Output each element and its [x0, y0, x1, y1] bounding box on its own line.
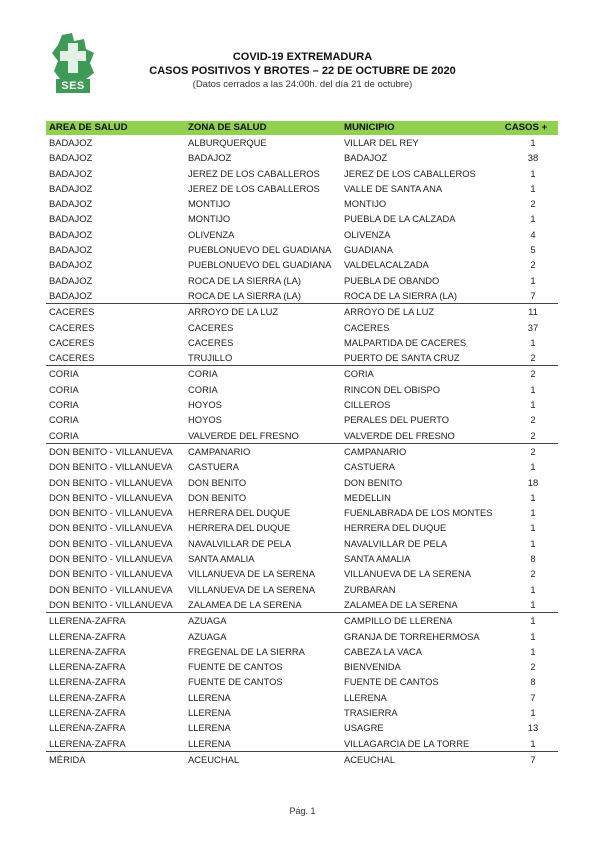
cell-zona-de-salud: ALBURQUERQUE — [188, 137, 267, 148]
cell-area-de-salud: CORIA — [46, 366, 185, 382]
cell-municipio: ZALAMEA DE LA SERENA — [344, 598, 458, 610]
cell-zona-de-salud: CACERES — [188, 321, 234, 333]
cell-area-de-salud: DON BENITO - VILLANUEVA — [49, 476, 173, 488]
cell-municipio: VALVERDE DEL FRESNO — [344, 429, 455, 441]
table-row — [46, 520, 558, 535]
cell-casos: 1 — [530, 336, 536, 348]
cell-area-de-salud: CACERES — [49, 336, 95, 348]
cell-casos: 2 — [494, 443, 558, 459]
cell-municipio: SANTA AMALIA — [344, 553, 411, 565]
cell-area-de-salud: LLERENA-ZAFRA — [49, 645, 126, 657]
cell-casos: 1 — [494, 613, 558, 629]
cell-area-de-salud: DON BENITO - VILLANUEVA — [49, 583, 173, 595]
cell-casos: 2 — [530, 429, 536, 441]
cell-area-de-salud: CORIA — [49, 399, 79, 411]
cell-casos: 5 — [530, 244, 536, 256]
document-title: COVID-19 EXTREMADURA — [232, 51, 373, 63]
table-row — [46, 412, 558, 427]
cell-casos: 1 — [530, 507, 536, 519]
cell-casos: 11 — [494, 304, 558, 320]
cell-municipio: CABEZA LA VACA — [344, 645, 422, 657]
cell-municipio: FUENTE DE CANTOS — [344, 676, 439, 688]
cell-casos: 1 — [530, 630, 536, 642]
table-row — [46, 613, 558, 629]
cell-municipio: CORIA — [341, 366, 494, 382]
cell-area-de-salud: MÉRIDA — [46, 751, 185, 767]
cell-casos: 2 — [530, 661, 536, 673]
table-row — [46, 490, 558, 505]
table-row — [46, 335, 558, 350]
cell-zona-de-salud: ROCA DE LA SIERRA (LA) — [188, 289, 302, 301]
cell-zona-de-salud: TRUJILLO — [188, 352, 233, 364]
cell-casos: 13 — [527, 722, 539, 734]
cell-municipio: PUERTO DE SANTA CRUZ — [344, 352, 460, 364]
cell-casos: 2 — [530, 259, 536, 271]
cell-municipio: PUEBLA DE OBANDO — [344, 274, 440, 286]
table-row — [46, 582, 558, 597]
cell-casos: 1 — [530, 645, 536, 657]
cell-municipio: VALDELACALZADA — [344, 259, 429, 271]
cell-area-de-salud: BADAJOZ — [49, 259, 93, 271]
cell-municipio: PUEBLA DE LA CALZADA — [344, 213, 456, 225]
cell-area-de-salud: LLERENA-ZAFRA — [49, 691, 126, 703]
cell-area-de-salud: BADAJOZ — [49, 274, 93, 286]
cell-zona-de-salud: LLERENA — [188, 722, 231, 734]
cell-area-de-salud: DON BENITO - VILLANUEVA — [49, 522, 173, 534]
table-row — [46, 659, 558, 674]
table-row — [46, 350, 558, 366]
cell-zona-de-salud: SANTA AMALIA — [188, 553, 255, 565]
table-row — [46, 443, 558, 459]
cell-area-de-salud: BADAJOZ — [49, 213, 93, 225]
table-row — [46, 705, 558, 720]
cell-casos: 18 — [527, 476, 539, 488]
cell-municipio: CAMPANARIO — [341, 443, 494, 459]
document-header — [0, 50, 605, 91]
cell-municipio: CACERES — [344, 321, 390, 333]
cell-zona-de-salud: CORIA — [188, 383, 218, 395]
cell-municipio: MALPARTIDA DE CACERES — [344, 336, 467, 348]
cell-zona-de-salud: ACEUCHAL — [185, 751, 341, 767]
table-row — [46, 166, 558, 181]
table-row — [46, 273, 558, 288]
cell-zona-de-salud: FUENTE DE CANTOS — [188, 676, 283, 688]
cell-area-de-salud: CACERES — [49, 352, 95, 364]
cell-zona-de-salud: ROCA DE LA SIERRA (LA) — [188, 274, 302, 286]
cell-area-de-salud: LLERENA-ZAFRA — [46, 613, 185, 629]
table-row — [46, 227, 558, 242]
cell-zona-de-salud: DON BENITO — [188, 476, 247, 488]
cell-area-de-salud: CORIA — [49, 414, 79, 426]
cell-area-de-salud: BADAJOZ — [49, 198, 93, 210]
cell-municipio: VILLAGARCIA DE LA TORRE — [344, 737, 470, 749]
cell-municipio: NAVALVILLAR DE PELA — [344, 537, 448, 549]
table-row — [46, 428, 558, 444]
cell-area-de-salud: DON BENITO - VILLANUEVA — [49, 461, 173, 473]
cell-area-de-salud: LLERENA-ZAFRA — [49, 661, 126, 673]
cell-area-de-salud: CORIA — [49, 383, 79, 395]
cell-area-de-salud: CACERES — [46, 304, 185, 320]
table-row — [46, 288, 558, 304]
cell-municipio: OLIVENZA — [344, 228, 391, 240]
table-row — [46, 366, 558, 382]
table-row — [46, 751, 558, 767]
cell-casos: 1 — [530, 274, 536, 286]
cell-zona-de-salud: JEREZ DE LOS CABALLEROS — [188, 182, 320, 194]
cell-municipio: VILLAR DEL REY — [344, 137, 419, 148]
cell-municipio: PERALES DEL PUERTO — [344, 414, 450, 426]
cell-casos: 1 — [530, 522, 536, 534]
cell-municipio: ARROYO DE LA LUZ — [341, 304, 494, 320]
cell-area-de-salud: BADAJOZ — [49, 182, 93, 194]
cell-casos: 7 — [494, 751, 558, 767]
column-header-casos: CASOS + — [494, 121, 558, 135]
cell-area-de-salud: CORIA — [49, 429, 79, 441]
cell-casos: 1 — [530, 137, 536, 148]
cell-zona-de-salud: HERRERA DEL DUQUE — [188, 507, 291, 519]
table-row — [46, 644, 558, 659]
cell-zona-de-salud: CAMPANARIO — [185, 443, 341, 459]
cell-casos: 1 — [530, 491, 536, 503]
column-header-municipio: MUNICIPIO — [341, 121, 494, 135]
cell-casos: 4 — [530, 228, 536, 240]
cell-casos: 2 — [530, 198, 536, 210]
cell-zona-de-salud: PUEBLONUEVO DEL GUADIANA — [188, 259, 332, 271]
cell-zona-de-salud: VILLANUEVA DE LA SERENA — [188, 568, 315, 580]
cell-zona-de-salud: HERRERA DEL DUQUE — [188, 522, 291, 534]
table-row — [46, 304, 558, 320]
cell-zona-de-salud: CORIA — [185, 366, 341, 382]
cases-table — [46, 121, 558, 767]
cell-area-de-salud: DON BENITO - VILLANUEVA — [49, 553, 173, 565]
table-row — [46, 736, 558, 752]
column-header-area: AREA DE SALUD — [46, 121, 185, 135]
table-header-row — [46, 121, 558, 135]
cell-casos: 1 — [530, 383, 536, 395]
cell-area-de-salud: BADAJOZ — [49, 244, 93, 256]
cell-municipio: ACEUCHAL — [341, 751, 494, 767]
cell-zona-de-salud: PUEBLONUEVO DEL GUADIANA — [188, 244, 332, 256]
cell-zona-de-salud: FREGENAL DE LA SIERRA — [188, 645, 305, 657]
cell-zona-de-salud: NAVALVILLAR DE PELA — [188, 537, 292, 549]
cell-casos: 1 — [530, 537, 536, 549]
cell-area-de-salud: LLERENA-ZAFRA — [49, 706, 126, 718]
cell-municipio: RINCON DEL OBISPO — [344, 383, 441, 395]
cell-zona-de-salud: OLIVENZA — [188, 228, 235, 240]
document-note: (Datos cerrados a las 24:00h. del día 21 de octubre) — [192, 79, 413, 90]
table-row — [46, 150, 558, 165]
cell-municipio: ROCA DE LA SIERRA (LA) — [344, 289, 458, 301]
cell-zona-de-salud: DON BENITO — [188, 491, 247, 503]
table-row — [46, 382, 558, 397]
cell-zona-de-salud: MONTIJO — [188, 198, 231, 210]
cell-area-de-salud: BADAJOZ — [49, 137, 93, 148]
cell-area-de-salud: BADAJOZ — [49, 228, 93, 240]
cell-area-de-salud: DON BENITO - VILLANUEVA — [49, 568, 173, 580]
cell-casos: 7 — [530, 691, 536, 703]
table-row — [46, 597, 558, 613]
cell-casos: 1 — [530, 598, 536, 610]
cell-municipio: JEREZ DE LOS CABALLEROS — [344, 167, 476, 179]
cell-municipio: VILLANUEVA DE LA SERENA — [344, 568, 471, 580]
cell-casos: 1 — [530, 182, 536, 194]
cell-zona-de-salud: CACERES — [188, 336, 234, 348]
cell-zona-de-salud: JEREZ DE LOS CABALLEROS — [188, 167, 320, 179]
table-row — [46, 181, 558, 196]
cell-area-de-salud: DON BENITO - VILLANUEVA — [49, 507, 173, 519]
document-subtitle: CASOS POSITIVOS Y BROTES – 22 DE OCTUBRE DE 2020 — [149, 65, 456, 77]
cell-municipio: MONTIJO — [344, 198, 387, 210]
table-row — [46, 257, 558, 272]
cell-casos: 1 — [530, 399, 536, 411]
table-row — [46, 397, 558, 412]
cell-zona-de-salud: LLERENA — [188, 737, 231, 749]
cell-casos: 1 — [530, 167, 536, 179]
table-row — [46, 505, 558, 520]
cell-area-de-salud: BADAJOZ — [49, 167, 93, 179]
cell-municipio: ZURBARAN — [344, 583, 396, 595]
cell-area-de-salud: DON BENITO - VILLANUEVA — [46, 443, 185, 459]
cell-casos: 1 — [530, 737, 536, 749]
table-row — [46, 135, 558, 150]
table-row — [46, 629, 558, 644]
cell-area-de-salud: CACERES — [49, 321, 95, 333]
cell-zona-de-salud: ZALAMEA DE LA SERENA — [188, 598, 302, 610]
cell-municipio: USAGRE — [344, 722, 384, 734]
table-row — [46, 674, 558, 689]
table-row — [46, 459, 558, 474]
table-row — [46, 211, 558, 226]
cell-area-de-salud: DON BENITO - VILLANUEVA — [49, 537, 173, 549]
cell-municipio: BADAJOZ — [344, 152, 388, 164]
cell-area-de-salud: DON BENITO - VILLANUEVA — [49, 598, 173, 610]
cell-zona-de-salud: VILLANUEVA DE LA SERENA — [188, 583, 315, 595]
cell-area-de-salud: LLERENA-ZAFRA — [49, 630, 126, 642]
cell-casos: 8 — [530, 676, 536, 688]
cell-zona-de-salud: CASTUERA — [188, 461, 240, 473]
cell-municipio: VALLE DE SANTA ANA — [344, 182, 443, 194]
cell-municipio: CILLEROS — [344, 399, 391, 411]
cell-municipio: FUENLABRADA DE LOS MONTES — [344, 507, 493, 519]
cell-casos: 2 — [530, 352, 536, 364]
table-row — [46, 196, 558, 211]
cell-municipio: GRANJA DE TORREHERMOSA — [344, 630, 480, 642]
cell-zona-de-salud: FUENTE DE CANTOS — [188, 661, 283, 673]
cell-municipio: CASTUERA — [344, 461, 396, 473]
cell-zona-de-salud: BADAJOZ — [188, 152, 232, 164]
cell-casos: 2 — [494, 366, 558, 382]
table-row — [46, 551, 558, 566]
cell-municipio: HERRERA DEL DUQUE — [344, 522, 447, 534]
table-row — [46, 690, 558, 705]
cell-municipio: BIENVENIDA — [344, 661, 401, 673]
cell-zona-de-salud: AZUAGA — [188, 630, 227, 642]
cell-zona-de-salud: ARROYO DE LA LUZ — [185, 304, 341, 320]
cell-municipio: TRASIERRA — [344, 706, 398, 718]
cell-zona-de-salud: AZUAGA — [185, 613, 341, 629]
cell-casos: 1 — [530, 706, 536, 718]
cell-casos: 38 — [527, 152, 539, 164]
cell-area-de-salud: LLERENA-ZAFRA — [49, 737, 126, 749]
cell-casos: 7 — [530, 289, 536, 301]
cell-casos: 2 — [530, 568, 536, 580]
cell-zona-de-salud: MONTIJO — [188, 213, 231, 225]
cell-casos: 37 — [527, 321, 539, 333]
cell-zona-de-salud: HOYOS — [188, 414, 222, 426]
column-header-zona: ZONA DE SALUD — [185, 121, 341, 135]
cell-area-de-salud: LLERENA-ZAFRA — [49, 676, 126, 688]
cell-area-de-salud: BADAJOZ — [49, 289, 93, 301]
table-row — [46, 475, 558, 490]
cell-zona-de-salud: HOYOS — [188, 399, 222, 411]
table-row — [46, 566, 558, 581]
cell-municipio: CAMPILLO DE LLERENA — [341, 613, 494, 629]
cell-area-de-salud: BADAJOZ — [49, 152, 93, 164]
page-number: Pág. 1 — [289, 806, 316, 816]
cell-area-de-salud: DON BENITO - VILLANUEVA — [49, 491, 173, 503]
table-row — [46, 720, 558, 735]
cell-casos: 2 — [530, 414, 536, 426]
cell-zona-de-salud: LLERENA — [188, 706, 231, 718]
cell-municipio: GUADIANA — [344, 244, 393, 256]
cell-municipio: DON BENITO — [344, 476, 403, 488]
table-body — [46, 135, 558, 767]
table-row — [46, 536, 558, 551]
table-row — [46, 242, 558, 257]
cell-municipio: MEDELLIN — [344, 491, 391, 503]
cell-casos: 1 — [530, 461, 536, 473]
cell-zona-de-salud: VALVERDE DEL FRESNO — [188, 429, 299, 441]
cell-casos: 1 — [530, 213, 536, 225]
cell-municipio: LLERENA — [344, 691, 387, 703]
cell-casos: 8 — [530, 553, 536, 565]
ses-logo-text: SES — [56, 79, 90, 93]
cell-area-de-salud: LLERENA-ZAFRA — [49, 722, 126, 734]
cell-zona-de-salud: LLERENA — [188, 691, 231, 703]
cell-casos: 1 — [530, 583, 536, 595]
table-row — [46, 320, 558, 335]
